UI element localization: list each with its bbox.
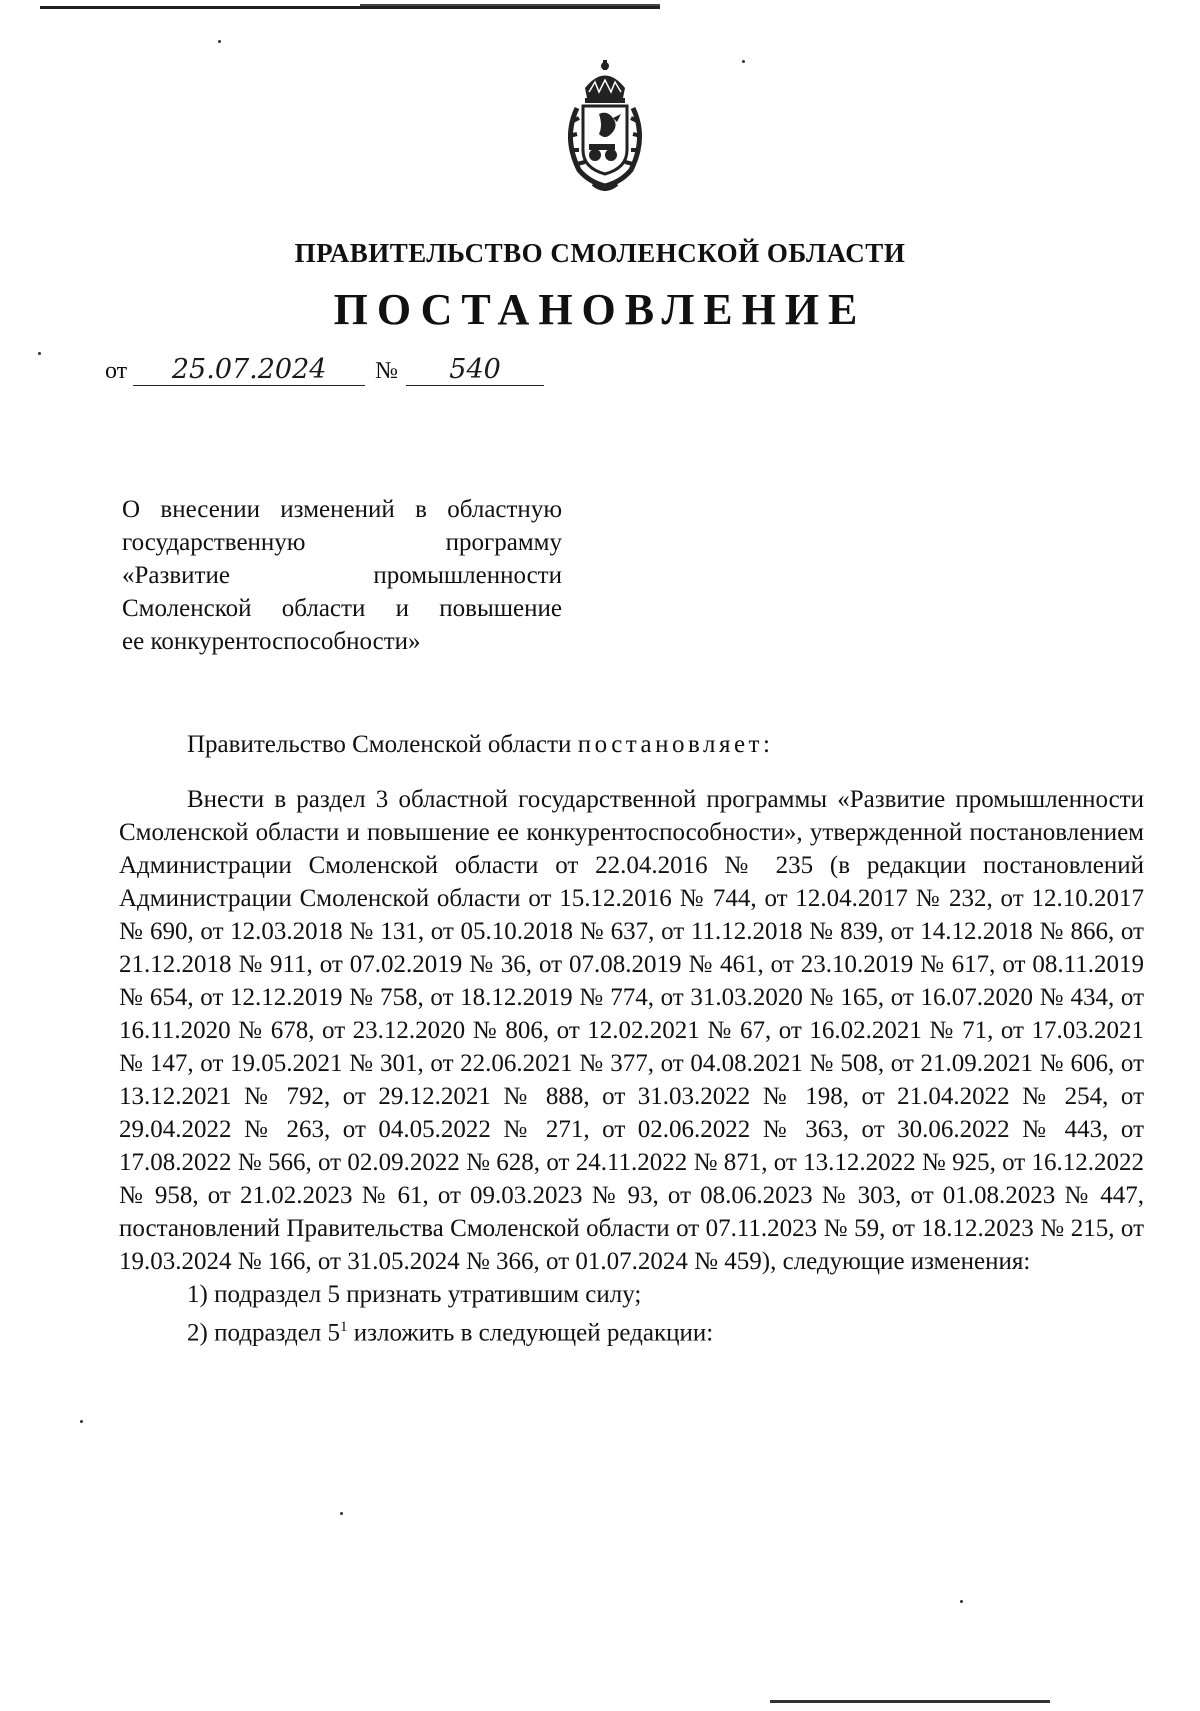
subject-line: «Развитие промышленности — [122, 562, 562, 589]
subject-line: Смоленской области и повышение — [122, 595, 562, 622]
number-label: № — [375, 358, 399, 384]
subject-line: О внесении изменений в областную — [122, 496, 562, 523]
subject-line: ее конкурентоспособности» — [122, 628, 421, 655]
handwritten-date: 25.07.2024 — [133, 355, 365, 386]
resolution-intro — [119, 728, 1144, 761]
scan-speck — [960, 1600, 963, 1603]
intro-verb: постановляет — [577, 731, 763, 758]
document-subject — [122, 493, 562, 658]
main-paragraph: Внести в раздел 3 областной государственной программы «Развитие промышленности Смоленской области и повышение ее конкурентоспособности», утвержденной постановлением Администрации Смоленской области от 22.04.2016 № 235 (в редакции постановлений Администрации Смоленской области от 15.12.2016 № 744, от 12.04.2017 № 232, от 12.10.2017 № 690, от 12.03.2018 № 131, от 05.10.2018 № 637, от 11.12.2018 № 839, от 14.12.2018 № 866, от 21.12.2018 № 911, от 07.02.2019 № 36, от 07.08.2019 № 461, от 23.10.2019 № 617, от 08.11.2019 № 654, от 12.12.2019 № 758, от 18.12.2019 № 774, от 31.03.2020 № 165, от 16.07.2020 № 434, от 16.11.2020 № 678, от 23.12.2020 № 806, от 12.02.2021 № 67, от 16.02.2021 № 71, от 17.03.2021 № 147, от 19.05.2021 № 301, от 22.06.2021 № 377, от 04.08.2021 № 508, от 21.09.2021 № 606, от 13.12.2021 № 792, от 29.12.2021 № 888, от 31.03.2022 № 198, от 21.04.2022 № 254, от 29.04.2022 № 263, от 04.05.2022 № 271, от 02.06.2022 № 363, от 30.06.2022 № 443, от 17.08.2022 № 566, от 02.09.2022 № 628, от 24.11.2022 № 871, от 13.12.2022 № 925, от 16.12.2022 № 958, от 21.02.2023 № 61, от 09.03.2023 № 93, от 08.06.2023 № 303, от 01.08.2023 № 447, постановлений Правительства Смоленской области от 07.11.2023 № 59, от 18.12.2023 № 215, от 19.03.2024 № 166, от 31.05.2024 № 366, от 01.07.2024 № 459), следующие изменения: — [119, 786, 1144, 1275]
document-body — [119, 728, 1144, 1349]
item2-superscript: 1 — [340, 1319, 348, 1335]
government-title: ПРАВИТЕЛЬСТВО СМОЛЕНСКОЙ ОБЛАСТИ — [294, 238, 906, 268]
intro-prefix: Правительство Смоленской области — [187, 731, 578, 758]
coat-of-arms-emblem — [555, 58, 655, 198]
list-item-1: 1) подраздел 5 признать утратившим силу; — [187, 1281, 642, 1308]
item2-suffix: изложить в следующей редакции: — [347, 1319, 714, 1347]
scan-edge-line — [770, 1700, 1050, 1703]
date-number-line — [105, 355, 544, 386]
scan-speck — [340, 1512, 343, 1515]
scan-speck — [80, 1420, 83, 1423]
scan-speck — [742, 60, 745, 63]
intro-suffix: : — [762, 731, 770, 758]
subject-line: государственную программу — [122, 529, 562, 556]
scan-edge-line — [40, 6, 660, 9]
item2-prefix: 2) подраздел 5 — [187, 1319, 341, 1347]
scan-speck — [38, 352, 41, 355]
document-type-title: ПОСТАНОВЛЕНИЕ — [333, 285, 867, 334]
scan-speck — [218, 40, 221, 43]
from-label: от — [105, 358, 128, 384]
handwritten-number: 540 — [406, 355, 544, 386]
scan-edge-line — [360, 4, 660, 6]
list-item-2 — [119, 1311, 1144, 1349]
